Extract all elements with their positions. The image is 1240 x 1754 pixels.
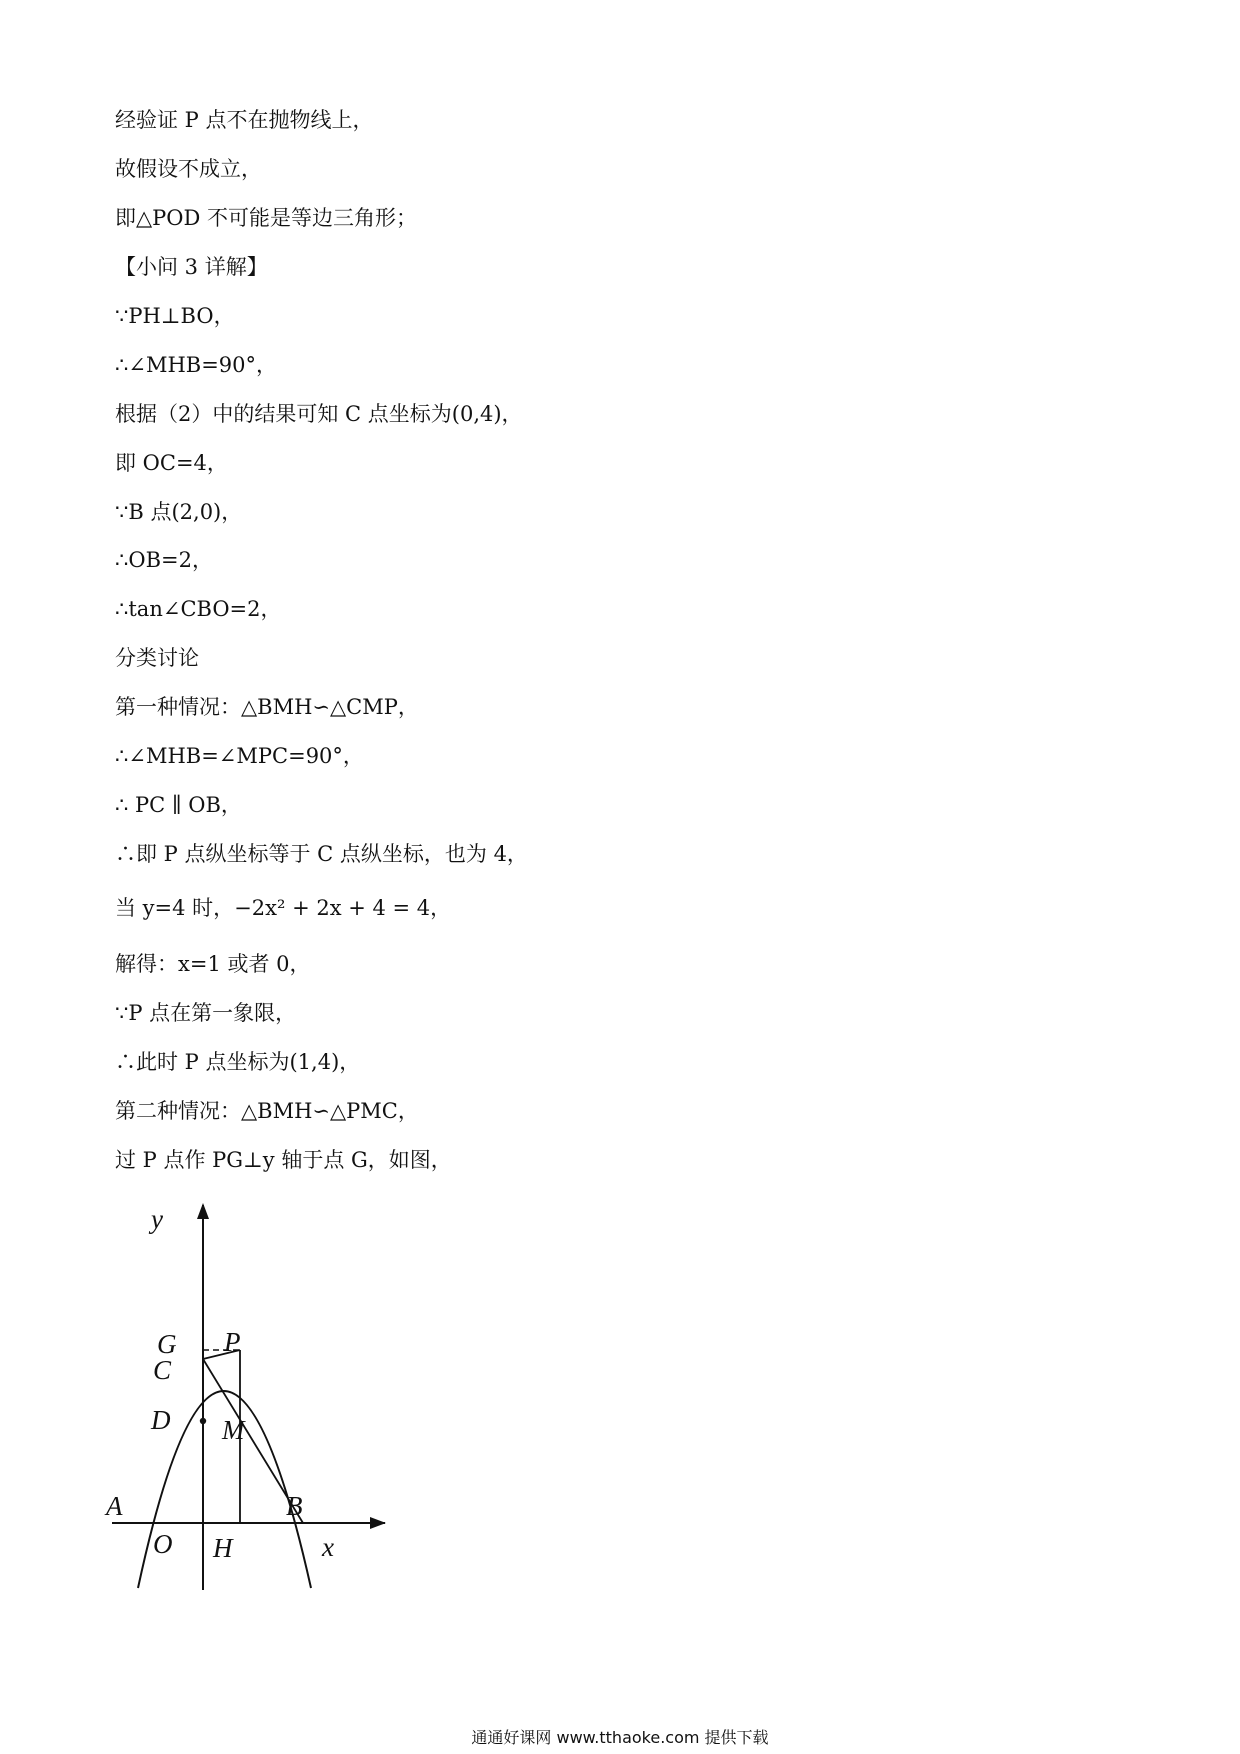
label-x: x: [322, 1532, 334, 1562]
line-14: ∴∠MHB=∠MPC=90°，: [115, 744, 364, 768]
line-4: 【小问 3 详解】: [115, 255, 268, 279]
line-16: ∴即 P 点纵坐标等于 C 点纵坐标，也为 4，: [115, 842, 528, 866]
y-axis-arrow-icon: [197, 1203, 209, 1219]
line-3: 即△POD 不可能是等边三角形；: [115, 206, 418, 230]
line-13: 第一种情况：△BMH∽△CMP，: [115, 695, 419, 719]
x-axis-arrow-icon: [370, 1517, 386, 1529]
line-21: 第二种情况：△BMH∽△PMC，: [115, 1099, 419, 1123]
line-22: 过 P 点作 PG⊥y 轴于点 G，如图，: [115, 1148, 452, 1172]
label-d: D: [151, 1405, 171, 1435]
label-a: A: [106, 1491, 123, 1521]
line-6: ∴∠MHB=90°，: [115, 353, 278, 377]
line-20: ∴此时 P 点坐标为(1,4)，: [115, 1050, 361, 1074]
label-o: O: [153, 1529, 173, 1559]
line-1: 经验证 P 点不在抛物线上，: [115, 108, 374, 132]
label-c: C: [153, 1355, 172, 1385]
footer-text: 通通好课网 www.tthaoke.com 提供下载: [471, 1728, 769, 1747]
label-m: M: [222, 1415, 245, 1445]
line-8: 即 OC=4，: [115, 451, 228, 475]
label-p: P: [224, 1327, 241, 1357]
line-18: 解得：x=1 或者 0，: [115, 952, 311, 976]
line-17: 当 y=4 时，−2x² + 2x + 4 = 4，: [115, 896, 452, 920]
line-15: ∴ PC ∥ OB，: [115, 793, 242, 817]
line-9: ∵B 点(2,0)，: [115, 500, 243, 524]
label-y: y: [151, 1204, 163, 1234]
line-12: 分类讨论: [115, 646, 199, 670]
line-5: ∵PH⊥BO，: [115, 304, 235, 328]
label-h: H: [213, 1533, 233, 1563]
parabola-figure: [100, 1195, 400, 1615]
point-d-dot: [200, 1418, 206, 1424]
line-10: ∴OB=2，: [115, 548, 213, 572]
label-b: B: [286, 1491, 303, 1521]
line-11: ∴tan∠CBO=2，: [115, 597, 282, 621]
line-19: ∵P 点在第一象限，: [115, 1001, 297, 1025]
line-7: 根据（2）中的结果可知 C 点坐标为(0,4)，: [115, 402, 523, 426]
label-g: G: [157, 1329, 177, 1359]
line-2: 故假设不成立，: [115, 157, 262, 181]
